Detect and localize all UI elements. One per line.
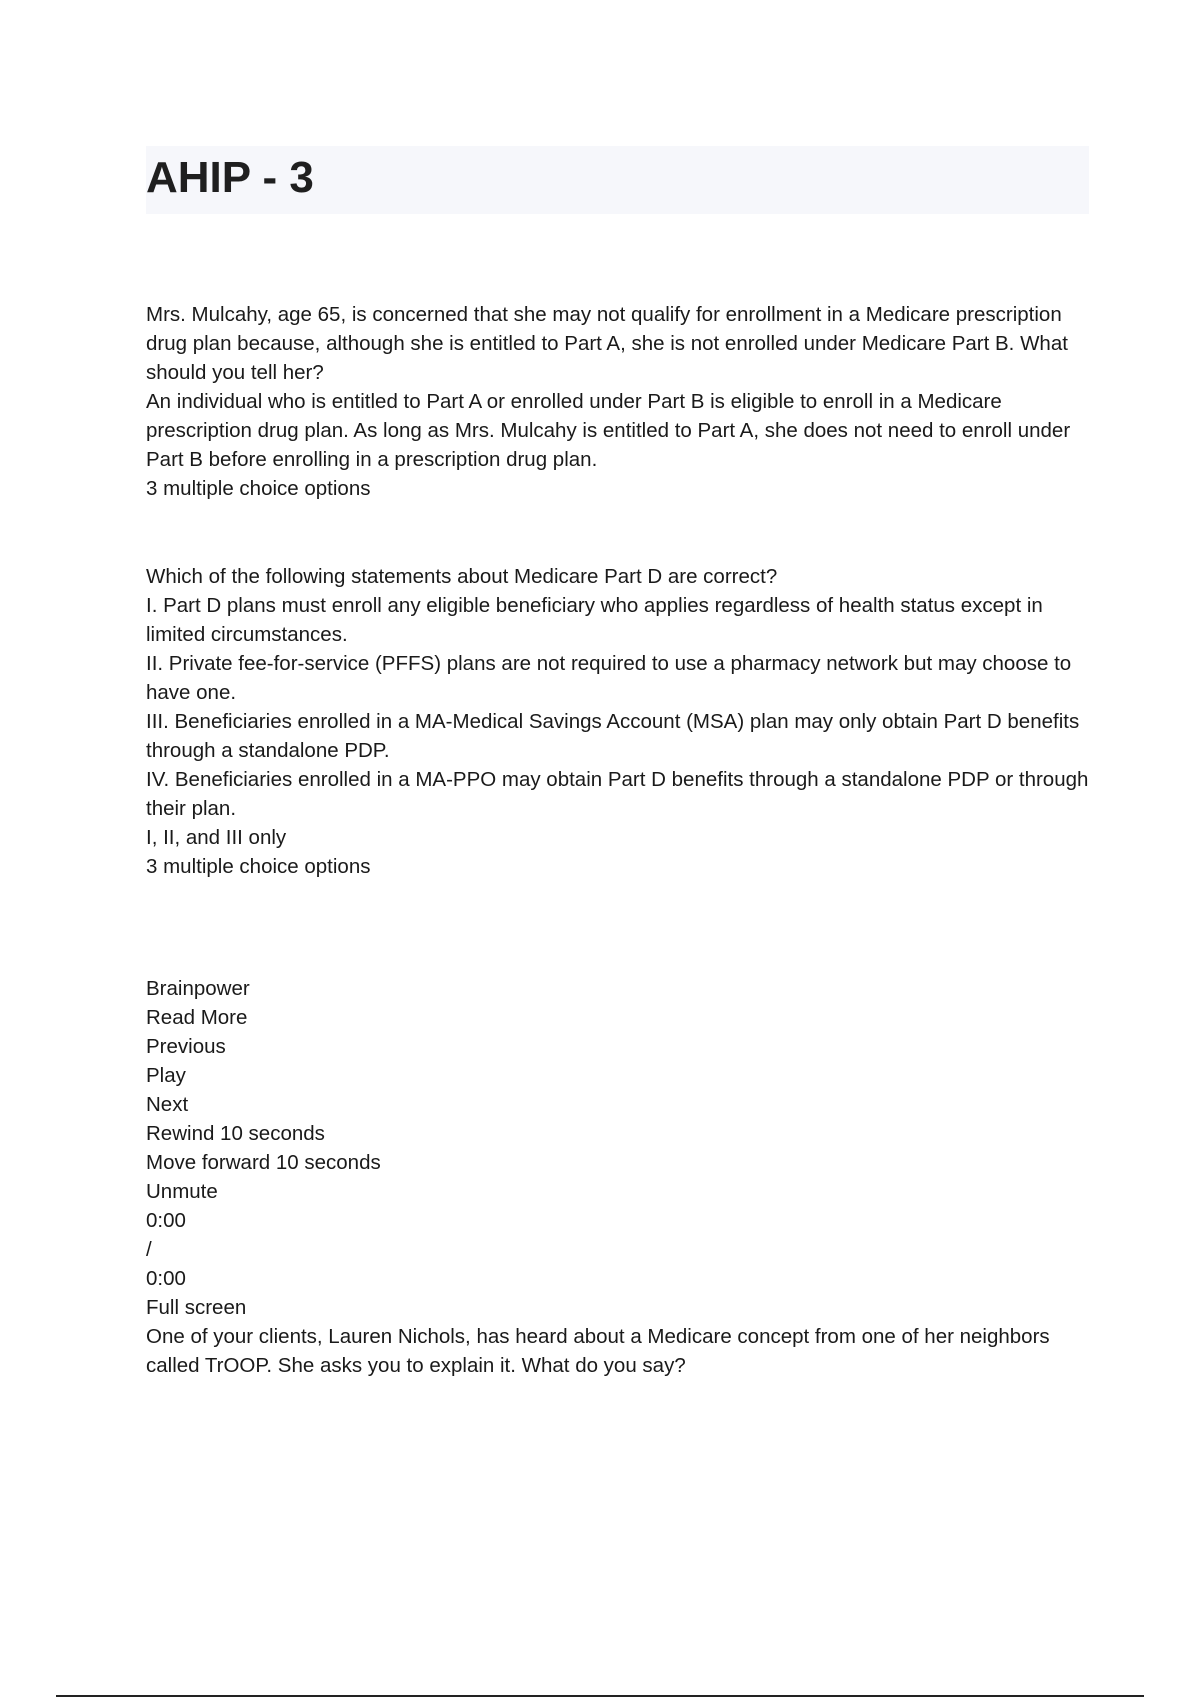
question-1-answer: An individual who is entitled to Part A or enrolled under Part B is eligible to enroll in a Medicare prescription drug plan. As long as Mrs. Mulcahy is entitled to Part A, she does not need to enroll under Part B before enrolling in a prescription drug plan. bbox=[146, 390, 1071, 471]
media-player-text bbox=[146, 974, 1096, 1380]
question-1-prompt: Mrs. Mulcahy, age 65, is concerned that she may not qualify for enrollment in a Medicare prescription drug plan because, although she is entitled to Part A, she is not enrolled under Medicare Part B. What should you tell her? bbox=[146, 303, 1068, 384]
statement-3: III. Beneficiaries enrolled in a MA-Medical Savings Account (MSA) plan may only obtain Part D benefits through a standalone PDP. bbox=[146, 710, 1080, 762]
footer-divider bbox=[56, 1695, 1144, 1697]
title-banner bbox=[146, 146, 1089, 214]
question-3-prompt: One of your clients, Lauren Nichols, has heard about a Medicare concept from one of her neighbors called TrOOP. She asks you to explain it. What do you say? bbox=[146, 1325, 1050, 1377]
rewind-button[interactable]: Rewind 10 seconds bbox=[146, 1122, 325, 1145]
forward-button[interactable]: Move forward 10 seconds bbox=[146, 1151, 381, 1174]
time-separator: / bbox=[146, 1238, 152, 1261]
statement-2: II. Private fee-for-service (PFFS) plans are not required to use a pharmacy network but may choose to have one. bbox=[146, 652, 1072, 704]
question-1 bbox=[146, 300, 1096, 503]
previous-button[interactable]: Previous bbox=[146, 1035, 226, 1058]
question-2-answer: I, II, and III only bbox=[146, 826, 287, 849]
statement-1: I. Part D plans must enroll any eligible beneficiary who applies regardless of health status except in limited circumstances. bbox=[146, 594, 1043, 646]
statement-4: IV. Beneficiaries enrolled in a MA-PPO may obtain Part D benefits through a standalone PDP or through their plan. bbox=[146, 768, 1089, 820]
question-2 bbox=[146, 562, 1096, 881]
page-title: AHIP - 3 bbox=[146, 153, 314, 202]
play-button[interactable]: Play bbox=[146, 1064, 186, 1087]
question-2-options-note: 3 multiple choice options bbox=[146, 855, 371, 878]
question-2-prompt: Which of the following statements about Medicare Part D are correct? bbox=[146, 565, 778, 588]
next-button[interactable]: Next bbox=[146, 1093, 189, 1116]
current-time: 0:00 bbox=[146, 1209, 186, 1232]
brand-label: Brainpower bbox=[146, 977, 250, 1000]
question-1-options-note: 3 multiple choice options bbox=[146, 477, 371, 500]
fullscreen-button[interactable]: Full screen bbox=[146, 1296, 247, 1319]
read-more-link[interactable]: Read More bbox=[146, 1006, 248, 1029]
unmute-button[interactable]: Unmute bbox=[146, 1180, 218, 1203]
duration: 0:00 bbox=[146, 1267, 186, 1290]
